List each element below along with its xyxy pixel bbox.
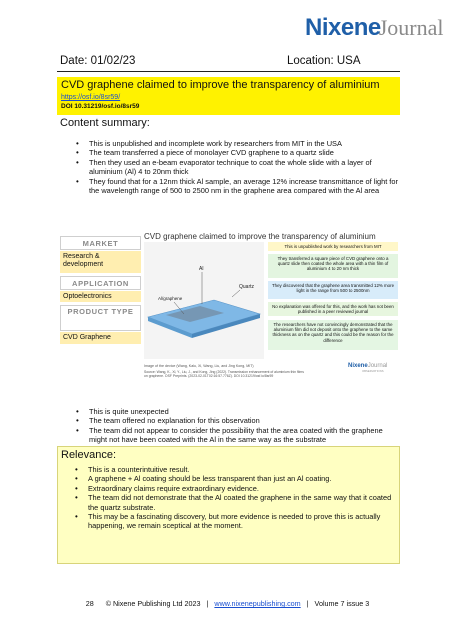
article-doi: DOI 10.31219/osf.io/8sr59 <box>61 103 140 110</box>
article-url-link[interactable]: https://osf.io/8sr59/ <box>61 94 121 101</box>
info-panel: They discovered that the graphene area transmitted 12% more light in the range from 500 to 2500nm <box>268 281 398 299</box>
al-label: Al <box>199 266 204 272</box>
device-illustration <box>144 242 264 359</box>
list-item: • Then they used an e-beam evaporator technique to coat the whole slide with a layer of aluminium (Al) 4 to 20nm thick <box>63 158 398 177</box>
list-item: • This is unpublished and incomplete work by researchers from MIT in the USA <box>63 139 398 148</box>
image-caption: Image of the device (Wang, Kalu, Xi, Wang, Liu, and Jing Kong, MIT) <box>144 364 254 368</box>
list-item: • Extraordinary claims require extraordinary evidence. <box>62 484 392 493</box>
copyright: © Nixene Publishing Ltd 2023 <box>105 599 201 608</box>
graphene-label: Al/graphene <box>158 296 183 301</box>
product-type-value: CVD Graphene <box>60 332 141 344</box>
info-panel: They transferred a square piece of CVD graphene onto a quartz slide then coated the whole area with a thin film of aluminium 4 to 20 nm thick <box>268 254 398 278</box>
relevance-box <box>57 446 400 564</box>
separator: | <box>306 599 309 608</box>
content-summary-heading: Content summary: <box>60 117 150 129</box>
mini-logo-sub: OBSERVATIONS <box>362 369 384 373</box>
list-item: • The team did not appear to consider the possibility that the area coated with the graphene might not have been coated with the Al in the same way as the substrate <box>63 426 398 445</box>
relevance-list <box>62 465 392 531</box>
infographic-title: CVD graphene claimed to improve the transparency of aluminium <box>144 232 376 241</box>
list-item: • A graphene + Al coating should be less transparent than just an Al coating. <box>62 474 392 483</box>
date-location-bar <box>57 54 400 72</box>
page-footer <box>0 599 455 608</box>
logo-suffix: Journal <box>378 15 444 40</box>
application-value: Optoelectronics <box>60 291 141 302</box>
market-value: Research & development <box>60 251 141 273</box>
infographic <box>58 232 398 394</box>
list-item: • This may be a fascinating discovery, but more evidence is needed to prove this is actually happening, we remain sceptical at the moment. <box>62 512 392 531</box>
mini-logo-suffix: Journal <box>367 363 388 369</box>
quartz-label: Quartz <box>239 284 255 290</box>
info-panel: This is unpublished work by researchers from MIT <box>268 242 398 251</box>
device-diagram <box>144 242 264 359</box>
application-label: APPLICATION <box>60 276 141 290</box>
article-date: Date: 01/02/23 <box>60 55 136 67</box>
source-note: Source: Wang, K., Xi, Y., Liu, J., and Kong, Jing (2022). Transmission enhancement of aluminium thin films on graphene. OSF Preprints. (2023-02-01T02:16:57.776Z). DOI 10.31219/osf.io/8sr59 <box>144 370 304 378</box>
product-type-label: PRODUCT TYPE <box>60 305 141 331</box>
info-panel: The researchers have not convincingly demonstrated that the aluminium film did not deposit onto the graphene to the same thickness as on the quartz and this could be the reason for the difference <box>268 320 398 350</box>
list-item: • They found that for a 12nm thick Al sample, an average 12% increase transmittance of light for the wavelength range of 500 to 2500 nm in the graphene area compared with the Al area <box>63 177 398 196</box>
page-number: 28 <box>85 599 94 608</box>
summary-list <box>63 139 398 195</box>
list-item: • The team transferred a piece of monolayer CVD graphene to a quartz slide <box>63 148 398 157</box>
list-item: • This is quite unexpected <box>63 407 398 416</box>
mini-logo-brand: Nixene <box>348 363 368 369</box>
logo-brand: Nixene <box>305 14 381 41</box>
volume-issue: Volume 7 issue 3 <box>314 599 370 608</box>
relevance-heading: Relevance: <box>61 449 117 461</box>
publisher-link[interactable]: www.nixenepublishing.com <box>214 599 301 608</box>
list-item: • This is a counterintuitive result. <box>62 465 392 474</box>
list-item: • The team offered no explanation for this observation <box>63 416 398 425</box>
separator: | <box>206 599 209 608</box>
market-label: MARKET <box>60 236 141 250</box>
nixene-journal-logo <box>305 14 444 48</box>
info-panel: No explanation was offered for this, and the work has not been published in a peer reviewed journal <box>268 302 398 316</box>
list-item: • The team did not demonstrate that the Al coated the graphene in the same way that it coated the quartz substrate. <box>62 493 392 512</box>
article-title-box <box>57 77 400 115</box>
article-title: CVD graphene claimed to improve the transparency of aluminium <box>61 79 380 91</box>
article-location: Location: USA <box>287 55 361 67</box>
mini-logo <box>348 363 387 373</box>
